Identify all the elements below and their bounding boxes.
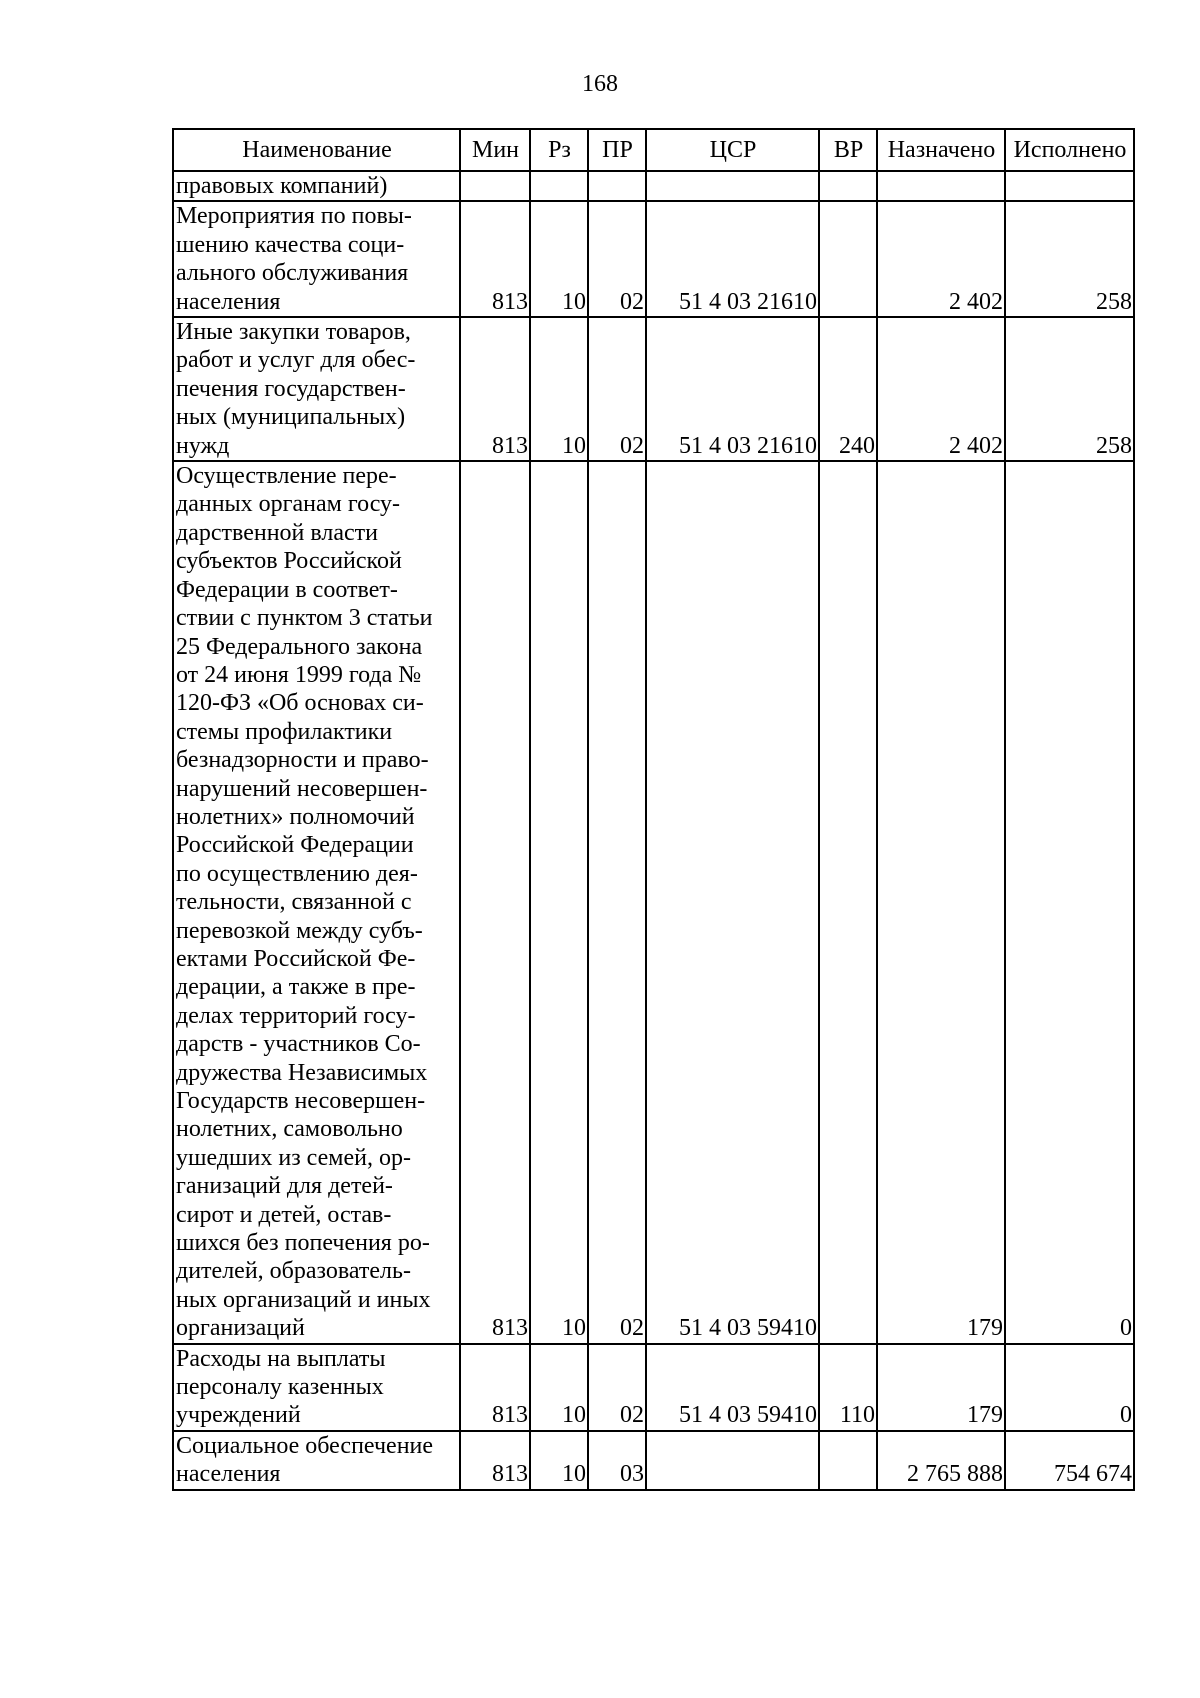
row-csr: 51 4 03 59410 [646, 1344, 819, 1431]
row-rz: 10 [530, 201, 588, 317]
table-row [173, 171, 1134, 201]
row-executed: 258 [1005, 317, 1134, 461]
header-csr: ЦСР [646, 129, 819, 171]
row-assigned: 2 402 [877, 201, 1005, 317]
row-executed [1005, 171, 1134, 201]
header-rz: Рз [530, 129, 588, 171]
row-name-line: перевозкой между субъ- [176, 917, 423, 944]
row-name-line: тельности, связанной с [176, 889, 412, 916]
row-name-line: ных (муниципальных) [176, 404, 406, 431]
row-name-line: данных органам госу- [176, 491, 401, 518]
row-name-line: от 24 июня 1999 года № [176, 661, 422, 688]
row-min [460, 171, 530, 201]
row-name-line: ектами Российской Фе- [176, 945, 416, 972]
row-name-line: дителей, образователь- [176, 1258, 411, 1285]
row-name-line: стемы профилактики [176, 718, 393, 745]
header-assigned: Назначено [877, 129, 1005, 171]
page-number: 168 [582, 71, 618, 97]
row-name-line: населения [176, 288, 281, 315]
row-name-line: Иные закупки товаров, [176, 319, 411, 346]
row-name-line: ных организаций и иных [176, 1286, 431, 1313]
row-csr [646, 1431, 819, 1490]
row-name-line: дарств - участников Со- [176, 1031, 421, 1058]
row-name-line: сирот и детей, остав- [176, 1201, 392, 1228]
row-name-line: правовых компаний) [176, 173, 388, 199]
row-rz: 10 [530, 1431, 588, 1490]
row-assigned: 179 [877, 1344, 1005, 1431]
row-min: 813 [460, 317, 530, 461]
row-pr [588, 171, 646, 201]
row-name [173, 1431, 460, 1490]
row-name-line: нолетних, самовольно [176, 1116, 403, 1143]
row-vr: 240 [819, 317, 877, 461]
row-csr [646, 171, 819, 201]
header-name: Наименование [173, 129, 460, 171]
row-executed: 0 [1005, 1344, 1134, 1431]
row-name-line: Государств несовершен- [176, 1088, 426, 1114]
row-vr [819, 1431, 877, 1490]
row-name-line: ушедших из семей, ор- [176, 1144, 411, 1171]
row-executed: 754 674 [1005, 1431, 1134, 1490]
table-row [173, 1431, 1134, 1490]
row-name-line: дарственной власти [176, 519, 379, 546]
row-pr: 02 [588, 461, 646, 1344]
row-pr: 02 [588, 1344, 646, 1431]
row-name-line: ствии с пунктом 3 статьи [176, 605, 433, 632]
row-vr [819, 171, 877, 201]
row-min: 813 [460, 461, 530, 1344]
row-csr: 51 4 03 21610 [646, 317, 819, 461]
row-pr: 02 [588, 317, 646, 461]
table-row [173, 317, 1134, 461]
header-pr: ПР [588, 129, 646, 171]
row-assigned: 2 765 888 [877, 1431, 1005, 1490]
row-name-line: Расходы на выплаты [176, 1345, 386, 1372]
row-vr: 110 [819, 1344, 877, 1431]
row-name-line: населения [176, 1461, 281, 1488]
row-vr [819, 201, 877, 317]
row-name [173, 201, 460, 317]
row-name-line: дружества Независимых [176, 1059, 428, 1086]
row-name-line: безнадзорности и право- [176, 747, 429, 774]
row-rz: 10 [530, 317, 588, 461]
row-name-line: учреждений [176, 1402, 301, 1429]
table-header-row [173, 129, 1134, 171]
row-name-line: Мероприятия по повы- [176, 203, 412, 230]
row-name-line: субъектов Российской [176, 548, 402, 575]
table-row [173, 1344, 1134, 1431]
row-name-line: 120-ФЗ «Об основах си- [176, 690, 424, 717]
row-executed: 258 [1005, 201, 1134, 317]
row-name-line: шихся без попечения ро- [176, 1230, 430, 1257]
header-vr: ВР [819, 129, 877, 171]
row-rz [530, 171, 588, 201]
row-name-line: организаций [176, 1315, 305, 1342]
row-assigned [877, 171, 1005, 201]
row-min: 813 [460, 1431, 530, 1490]
row-name-line: нолетних» полномочий [176, 803, 415, 830]
row-min: 813 [460, 1344, 530, 1431]
row-executed: 0 [1005, 461, 1134, 1344]
row-rz: 10 [530, 461, 588, 1344]
row-rz: 10 [530, 1344, 588, 1431]
row-pr: 02 [588, 201, 646, 317]
row-name-line: Российской Федерации [176, 832, 414, 859]
row-name-line: 25 Федерального закона [176, 633, 423, 660]
row-vr [819, 461, 877, 1344]
row-pr: 03 [588, 1431, 646, 1490]
row-name-line: шению качества соци- [176, 231, 405, 258]
row-assigned: 179 [877, 461, 1005, 1344]
row-name-line: персоналу казенных [176, 1374, 384, 1401]
row-name-line: нарушений несовершен- [176, 775, 428, 802]
row-name-line: ганизаций для детей- [176, 1173, 393, 1200]
row-name-line: Федерации в соответ- [176, 576, 398, 603]
row-name-line: делах территорий госу- [176, 1002, 416, 1029]
table-row [173, 461, 1134, 1344]
header-min: Мин [460, 129, 530, 171]
row-csr: 51 4 03 59410 [646, 461, 819, 1344]
row-assigned: 2 402 [877, 317, 1005, 461]
row-name-line: печения государствен- [176, 375, 406, 402]
row-name [173, 317, 460, 461]
row-min: 813 [460, 201, 530, 317]
row-name-line: по осуществлению дея- [176, 860, 418, 887]
row-name [173, 461, 460, 1344]
row-name-line: ального обслуживания [176, 260, 409, 287]
row-name-line: дерации, а также в пре- [176, 974, 416, 1001]
row-name-line: работ и услуг для обес- [176, 347, 416, 374]
table-body [173, 171, 1134, 1490]
row-name-line: нужд [176, 432, 230, 459]
header-executed: Исполнено [1005, 129, 1134, 171]
table-row [173, 201, 1134, 317]
row-name [173, 171, 460, 201]
row-name [173, 1344, 460, 1431]
budget-table [172, 128, 1135, 1491]
row-name-line: Социальное обеспечение [176, 1432, 434, 1459]
row-csr: 51 4 03 21610 [646, 201, 819, 317]
row-name-line: Осуществление пере- [176, 463, 397, 490]
